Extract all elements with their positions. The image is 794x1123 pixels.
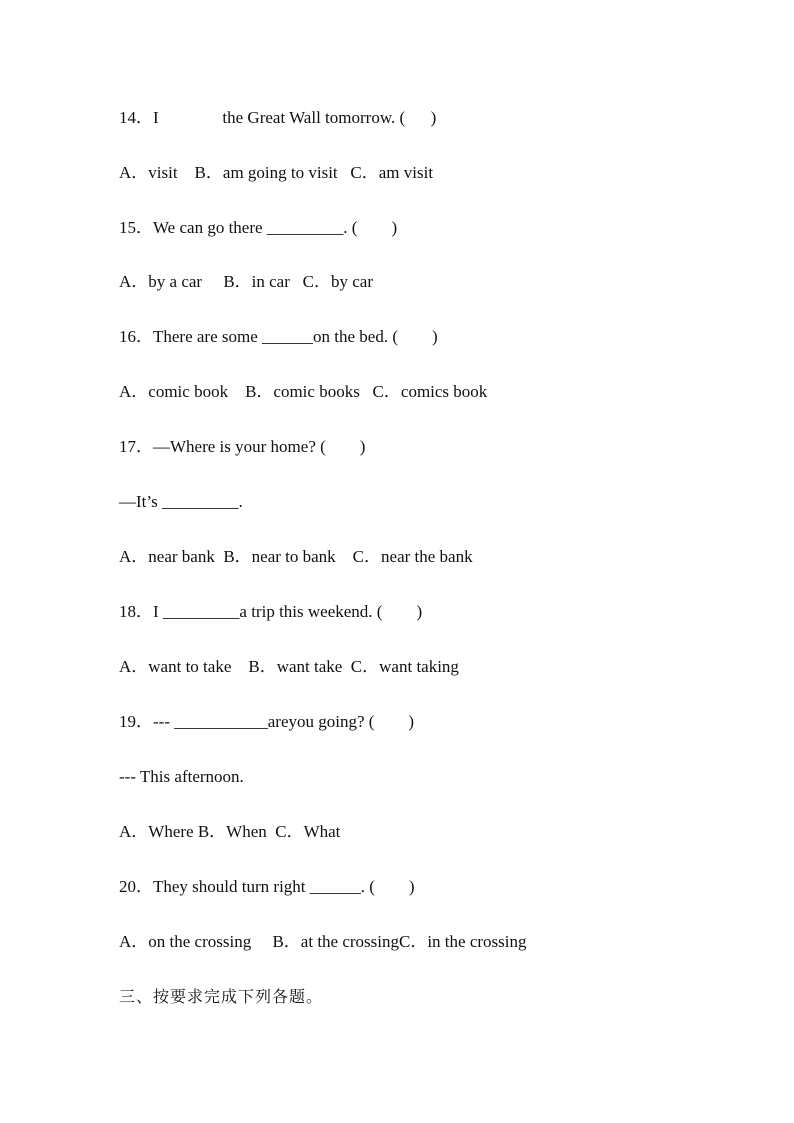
question-20: 20．They should turn right ______. ( ): [119, 877, 415, 896]
question-18: 18．I _________a trip this weekend. ( ): [119, 602, 423, 621]
question-15: 15．We can go there _________. ( ): [119, 218, 398, 237]
question-17: 17．—Where is your home? ( ): [119, 437, 366, 456]
question-16: 16．There are some ______on the bed. ( ): [119, 327, 438, 346]
question-14: 14．I the Great Wall tomorrow. ( ): [119, 108, 437, 127]
section-heading: 三、按要求完成下列各题。: [119, 987, 324, 1006]
question-15-options: A．by a car B．in car C．by car: [119, 272, 373, 291]
question-16-options: A．comic book B．comic books C．comics book: [119, 382, 488, 401]
question-19-answer-line: --- This afternoon.: [119, 767, 244, 786]
question-14-options: A．visit B．am going to visit C．am visit: [119, 163, 434, 182]
question-19-options: A．Where B．When C．What: [119, 822, 341, 841]
question-18-options: A．want to take B．want take C．want taking: [119, 657, 459, 676]
question-17-answer-line: —It’s _________.: [119, 492, 243, 511]
question-17-options: A．near bank B．near to bank C．near the bank: [119, 547, 473, 566]
question-19: 19．--- ___________areyou going? ( ): [119, 712, 415, 731]
question-20-options: A．on the crossing B．at the crossingC．in the crossing: [119, 932, 527, 951]
